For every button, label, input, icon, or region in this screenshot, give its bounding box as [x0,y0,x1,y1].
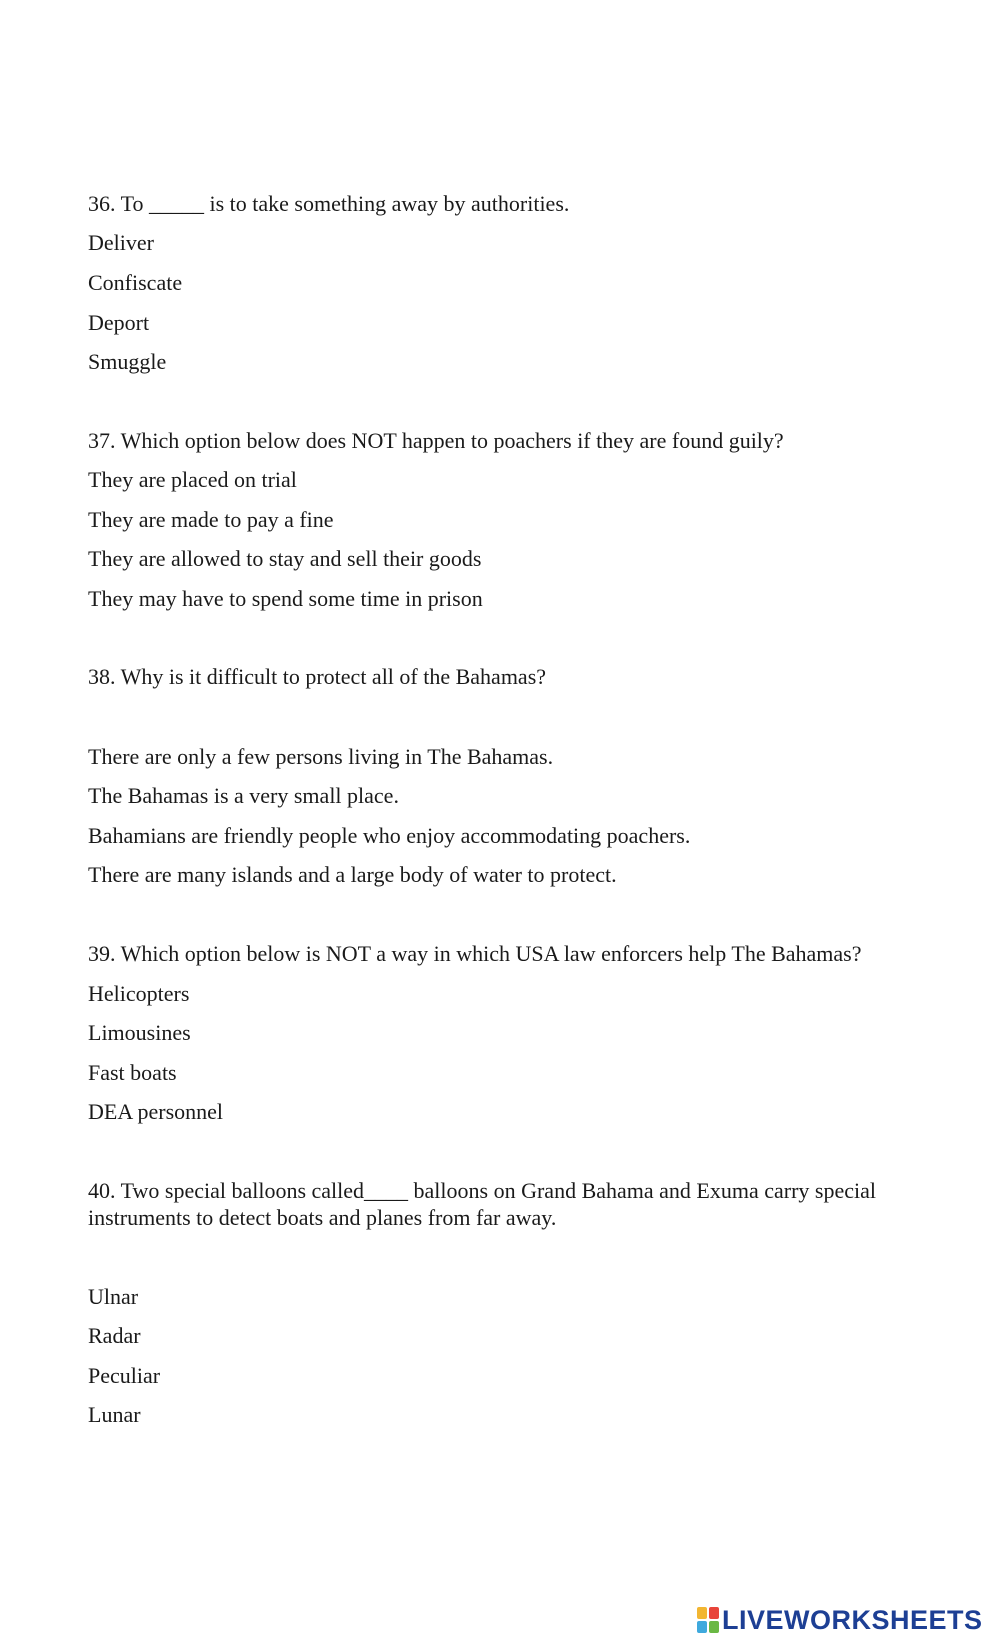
option-39-a[interactable]: Helicopters [88,981,190,1006]
question-39: 39. Which option below is NOT a way in which USA law enforcers help The Bahamas? [88,941,862,966]
option-36-a[interactable]: Deliver [88,230,154,255]
liveworksheets-logo-icon [697,1607,719,1633]
option-37-c[interactable]: They are allowed to stay and sell their goods [88,546,482,571]
option-37-a[interactable]: They are placed on trial [88,467,297,492]
option-38-c[interactable]: Bahamians are friendly people who enjoy accommodating poachers. [88,823,691,848]
option-40-c[interactable]: Peculiar [88,1363,161,1388]
option-39-b[interactable]: Limousines [88,1020,191,1045]
option-39-c[interactable]: Fast boats [88,1060,177,1085]
question-38: 38. Why is it difficult to protect all of the Bahamas? [88,664,547,689]
liveworksheets-logo [697,1604,983,1636]
option-40-d[interactable]: Lunar [88,1402,141,1427]
option-37-d[interactable]: They may have to spend some time in prison [88,586,483,611]
option-40-b[interactable]: Radar [88,1323,141,1348]
option-38-b[interactable]: The Bahamas is a very small place. [88,783,399,808]
option-37-b[interactable]: They are made to pay a fine [88,507,334,532]
logo-text: LIVEWORKSHEETS [722,1604,983,1635]
question-40: 40. Two special balloons called____ balloons on Grand Bahama and Exuma carry special instruments to detect boats and planes from far away. [88,1178,876,1230]
option-36-d[interactable]: Smuggle [88,349,167,374]
option-39-d[interactable]: DEA personnel [88,1099,224,1124]
option-38-a[interactable]: There are only a few persons living in The Bahamas. [88,744,554,769]
option-40-a[interactable]: Ulnar [88,1284,139,1309]
option-36-b[interactable]: Confiscate [88,270,183,295]
option-36-c[interactable]: Deport [88,310,150,335]
question-37: 37. Which option below does NOT happen to poachers if they are found guily? [88,428,784,453]
question-36: 36. To _____ is to take something away by authorities. [88,191,570,216]
option-38-d[interactable]: There are many islands and a large body of water to protect. [88,862,617,887]
